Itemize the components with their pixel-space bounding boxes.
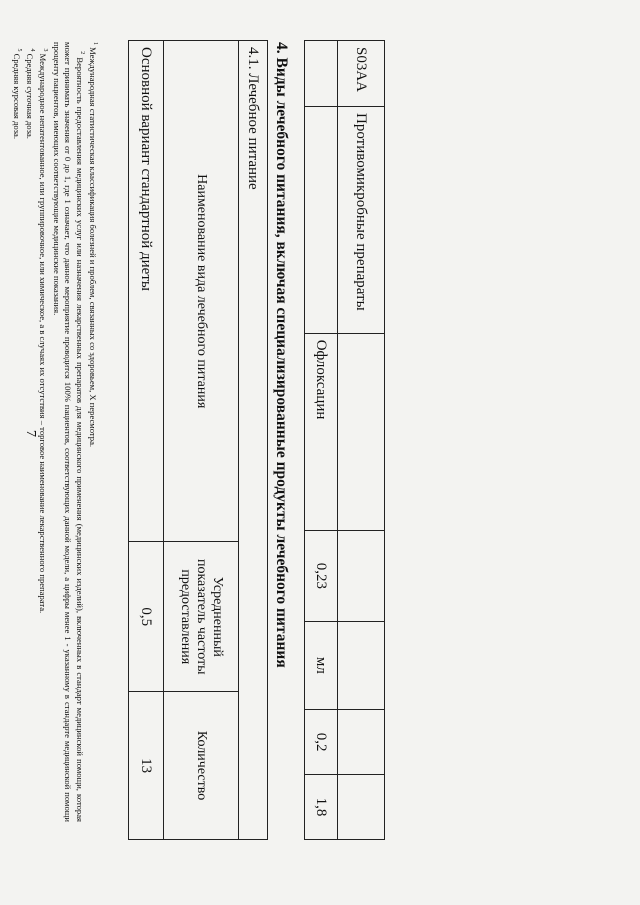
drug-table <box>304 40 385 840</box>
table-row <box>305 41 338 840</box>
table-row <box>338 41 385 840</box>
header-qty: Количество <box>164 692 239 840</box>
inn-cell: Офлоксацин <box>305 333 338 530</box>
table-row <box>129 41 164 840</box>
diet-freq-cell: 0,5 <box>129 542 164 692</box>
header-freq: Усредненный показатель частоты предоставления <box>164 542 239 692</box>
unit-cell: мл <box>305 621 338 710</box>
footnote-1 <box>87 42 100 822</box>
footnote-mark: 3 <box>42 48 49 52</box>
freq-cell: 0,23 <box>305 531 338 621</box>
footnote-3 <box>37 42 50 822</box>
inn-cell <box>338 333 385 530</box>
course-dose-cell: 1,8 <box>305 775 338 840</box>
header-name: Наименование вида лечебного питания <box>164 41 239 542</box>
footnote-4 <box>24 42 37 822</box>
footnote-5 <box>10 42 23 822</box>
footnote-text: Средняя курсовая доза. <box>11 53 22 140</box>
daily-dose-cell <box>338 710 385 775</box>
footnote-mark: 4 <box>28 48 35 52</box>
footnote-text: Международная статистическая классификация болезней и проблем, связанных со здоровьем, X пересмотра. <box>88 47 99 448</box>
daily-dose-cell: 0,2 <box>305 710 338 775</box>
footnote-text: Вероятность предоставления медицинских услуг или назначения лекарственных препаратов для медицинского применения (медицинских изделий), включенных в стандарт медицинской помощи, которая может принимать значения от 0 до 1, где 1 означает, что данное мероприятие проводится 100% пациентов, соответствующих данной модели, а цифры менее 1 - указанному в стандарте медицинской помощи проценту пациентов, имеющих соответствующие медицинские показания. <box>51 42 85 822</box>
section-heading: 4. Виды лечебного питания, включая специализированные продукты лечебного питания <box>273 42 290 668</box>
diet-qty-cell: 13 <box>129 692 164 840</box>
footnote-mark: 1 <box>92 42 98 45</box>
freq-cell <box>338 531 385 621</box>
page-number: 7 <box>23 430 38 437</box>
subsection-heading: 4.1. Лечебное питание <box>239 41 268 840</box>
footnotes <box>10 42 100 822</box>
unit-cell <box>338 621 385 710</box>
group-name-cell: Противомикробные препараты <box>338 107 385 334</box>
footnote-mark: 2 <box>78 51 85 55</box>
course-dose-cell <box>338 775 385 840</box>
rotated-page-content <box>11 30 385 850</box>
diet-name-cell: Основной вариант стандартной диеты <box>129 41 164 542</box>
footnote-mark: 5 <box>15 48 22 52</box>
atc-code-cell: S03AA <box>338 41 385 107</box>
atc-code-cell <box>305 41 338 107</box>
footnote-text: Международное непатентованное, или группировочное, или химическое, а в случаях их отсутствия – торговое наименование лекарственного препарата. <box>38 53 49 614</box>
table-header-row <box>164 41 239 840</box>
group-name-cell <box>305 107 338 334</box>
footnote-2 <box>50 42 86 822</box>
table-row <box>239 41 268 840</box>
nutrition-table <box>128 40 268 840</box>
footnote-text: Средняя суточная доза. <box>25 53 36 139</box>
